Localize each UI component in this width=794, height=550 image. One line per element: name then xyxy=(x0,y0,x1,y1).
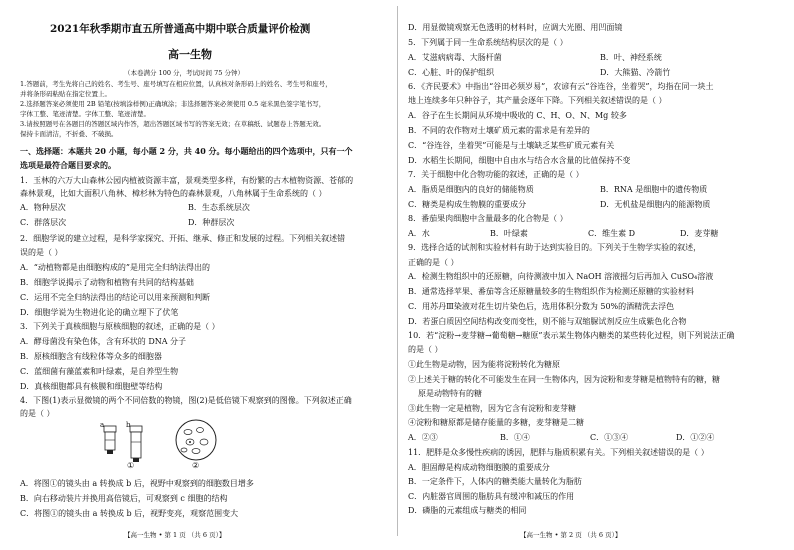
option-b: B．①④ xyxy=(500,433,530,442)
option-a: A．谷子在生长期间从环境中吸收的 C、H、O、N、Mg 较多 xyxy=(408,111,627,120)
statement-4: ④淀粉和糖原都是储存能量的多糖，麦芽糖是二糖 xyxy=(408,418,584,427)
note-line: 3.请按照题号在各题目的答题区域内作答，超出答题区域书写的答案无效；在草稿纸、试题卷上答题无效。 xyxy=(20,120,326,128)
option-d: D．种群层次 xyxy=(188,218,235,227)
exam-title: 2021年秋季期市直五所普通高中期中联合质量评价检测 xyxy=(50,23,311,35)
option-c: C．内脏器官周围的脂肪具有缓冲和减压的作用 xyxy=(408,492,575,501)
option-c: C．蓝细菌有藻蓝素和叶绿素，是自养型生物 xyxy=(20,367,179,376)
exam-meta: （本卷满分 100 分，考试时间 75 分钟） xyxy=(124,69,244,77)
note-line: 1.答题前，考生先将自己的姓名、考生号、座号填写在相应位置，认真核对条形码上的姓名、考生号和座号， xyxy=(20,80,332,88)
option-c: C．将图①的镜头由 a 转换成 b 后，视野变亮，观察范围变大 xyxy=(20,509,239,518)
option-d: D．水稻生长期间，细胞中自由水与结合水含量的比值保持不变 xyxy=(408,156,631,165)
option-d: D．麦芽糖 xyxy=(680,229,719,238)
option-a: A．脂质是细胞内的良好的储能物质 xyxy=(408,185,534,194)
option-d: D．若蛋白质因空间结构改变而变性，则不能与双缩脲试剂反应生成紫色化合物 xyxy=(408,317,687,326)
option-c: C．群落层次 xyxy=(20,218,67,227)
option-d: D．磷脂的元素组成与糖类的相同 xyxy=(408,506,527,515)
question-stem: 的是（ ） xyxy=(408,345,443,354)
option-a: A．检测生物组织中的还原糖，向待测液中加入 NaOH 溶液摇匀后再加入 CuSO₄溶液 xyxy=(408,272,714,281)
option-b: B．原核细胞含有线粒体等众多的细胞器 xyxy=(20,352,162,361)
statement-2-cont: 原是动物特有的糖 xyxy=(418,389,482,398)
statement-3: ③此生物一定是植物，因为它含有淀粉和麦芽糖 xyxy=(408,404,576,413)
option-b: B．生态系统层次 xyxy=(188,203,250,212)
question-stem: 6．《齐民要术》中指出“谷田必须岁易”，农谚有云“谷连谷，坐着哭”，均指在同一块土 xyxy=(408,82,714,91)
option-c: C．①③④ xyxy=(590,433,629,442)
option-c: C．维生素 D xyxy=(588,229,636,238)
option-d: D．真核细胞都具有核膜和细胞壁等结构 xyxy=(20,382,163,391)
left-column xyxy=(20,0,382,550)
option-a: A．物种层次 xyxy=(20,203,66,212)
page-footer: 【高一生物 • 第 2 页 （共 6 页）】 xyxy=(520,531,622,539)
right-column xyxy=(408,0,770,550)
option-b: B．细胞学说揭示了动物和植物有共同的结构基础 xyxy=(20,278,194,287)
option-b: B．一定条件下，人体内的糖类能大量转化为脂肪 xyxy=(408,477,582,486)
question-stem: 的是（ ） xyxy=(20,409,55,418)
question-stem: 11．肥胖是众多慢性疾病的诱因，肥胖与脂质积累有关。下列相关叙述错误的是（ ） xyxy=(408,448,709,457)
option-b: B．叶绿素 xyxy=(490,229,528,238)
option-a: A．艾滋病病毒、大肠杆菌 xyxy=(408,53,502,62)
note-line: 保持卡面清洁，不折叠、不破损。 xyxy=(20,130,118,138)
question-stem: 森林景观，比如大面积八角林、樟杉林为特色的森林景观，八角林属于生命系统的（ ） xyxy=(20,189,327,198)
option-b: B．不同的农作物对土壤矿质元素的需求是有差异的 xyxy=(408,126,590,135)
option-a: A．②③ xyxy=(408,433,438,442)
note-line: 并将条形码粘贴在指定位置上。 xyxy=(20,90,111,98)
option-b: B．RNA 是细胞中的遗传物质 xyxy=(600,185,708,194)
option-c: C．糖类是构成生物膜的重要成分 xyxy=(408,200,527,209)
question-stem: 9．选择合适的试剂和实验材料有助于达到实验目的。下列关于生物学实验的叙述， xyxy=(408,243,702,252)
option-d: D．无机盐是细胞内的能源物质 xyxy=(600,200,711,209)
option-c: C．用苏丹Ⅲ染液对花生切片染色后，选用体积分数为 50%的酒精洗去浮色 xyxy=(408,302,675,311)
section-heading: 一、选择题：本题共 20 小题，每小题 2 分，共 40 分。每小题给出的四个选项中，只有一个 xyxy=(20,146,353,156)
note-line: 2.选择题答案必须使用 2B 铅笔(按填涂样例)正确填涂；非选择题答案必须使用 0.5 毫米黑色签字笔书写， xyxy=(20,100,326,108)
option-a: A．“动植物都是由细胞构成的”是用完全归纳法得出的 xyxy=(20,263,210,272)
column-divider xyxy=(397,6,398,536)
lens-b-label: b xyxy=(126,421,131,429)
option-c: C．心脏、叶的保护组织 xyxy=(408,68,495,77)
page-footer: 【高一生物 • 第 1 页 （共 6 页）】 xyxy=(124,531,226,539)
lens-b-icon xyxy=(130,426,142,462)
question-stem: 3．下列关于真核细胞与原核细胞的叙述，正确的是（ ） xyxy=(20,322,220,331)
option-b: B．叶、神经系统 xyxy=(600,53,662,62)
question-stem: 10．若“淀粉→麦芽糖→葡萄糖→糖原”表示某生物体内糖类的某些转化过程，则下列说法正确 xyxy=(408,331,735,340)
question-stem: 误的是（ ） xyxy=(20,248,63,257)
question-stem: 4．下图(1)表示显微镜的两个不同倍数的物镜，图(2)是低倍镜下观察到的图像。下列叙述正确 xyxy=(20,396,352,405)
figure-2-label: ② xyxy=(192,461,200,470)
figure-1-label: ① xyxy=(127,461,135,470)
option-d: D．用显微镜观察无色透明的材料时，应调大光圈、用凹面镜 xyxy=(408,23,623,32)
section-heading: 选项是最符合题目要求的。 xyxy=(20,160,116,170)
question-stem: 7．关于细胞中化合物功能的叙述，正确的是（ ） xyxy=(408,170,584,179)
question-stem: 8．番茄果肉细胞中含量最多的化合物是（ ） xyxy=(408,214,568,223)
statement-1: ①此生物是动物，因为能将淀粉转化为糖原 xyxy=(408,360,560,369)
statement-2: ②上述关于糖的转化不可能发生在同一生物体内，因为淀粉和麦芽糖是植物特有的糖，糖 xyxy=(408,375,720,384)
question-stem: 1．玉林的六万大山森林公园内植被资源丰富，景观类型多样，有纷繁的古木植物资源、苍郁的 xyxy=(20,176,354,185)
option-c: C．“谷连谷，坐着哭”可能是与土壤缺乏某些矿质元素有关 xyxy=(408,141,615,150)
option-c: C．运用不完全归纳法得出的结论可以用来预测和判断 xyxy=(20,293,211,302)
option-a: A．将图①的镜头由 a 转换成 b 后，视野中观察到的细胞数目增多 xyxy=(20,479,254,488)
option-b: B．向右移动装片并换用高倍镜后，可观察到 c 细胞的结构 xyxy=(20,494,228,503)
option-d: D．大熊猫、冷箭竹 xyxy=(600,68,671,77)
lens-a-label: a xyxy=(100,421,105,429)
option-d: D．①②④ xyxy=(676,433,715,442)
option-a: A．水 xyxy=(408,229,430,238)
question-stem: 地上连续多年只种谷子，其产量会逐年下降。下列相关叙述错误的是（ ） xyxy=(408,96,667,105)
note-line: 字体工整、笔迹清楚。字体工整、笔迹清楚。 xyxy=(20,110,150,118)
microscope-view-figure xyxy=(170,418,222,462)
question-stem: 5．下列属于同一生命系统结构层次的是（ ） xyxy=(408,38,568,47)
option-b: B．通常选择苹果、番茄等含还原糖量较多的生物组织作为检测还原糖的实验材料 xyxy=(408,287,694,296)
option-d: D．细胞学说为生物进化论的确立埋下了伏笔 xyxy=(20,308,179,317)
option-a: A．胆固醇是构成动物细胞膜的重要成分 xyxy=(408,463,550,472)
subject-title: 高一生物 xyxy=(168,48,212,61)
question-stem: 正确的是（ ） xyxy=(408,258,459,267)
question-stem: 2．细胞学说的建立过程，是科学家探究、开拓、继承、修正和发展的过程。下列相关叙述错 xyxy=(20,234,346,243)
option-a: A．酵母菌没有染色体，含有环状的 DNA 分子 xyxy=(20,337,187,346)
lens-a-icon xyxy=(104,426,116,454)
